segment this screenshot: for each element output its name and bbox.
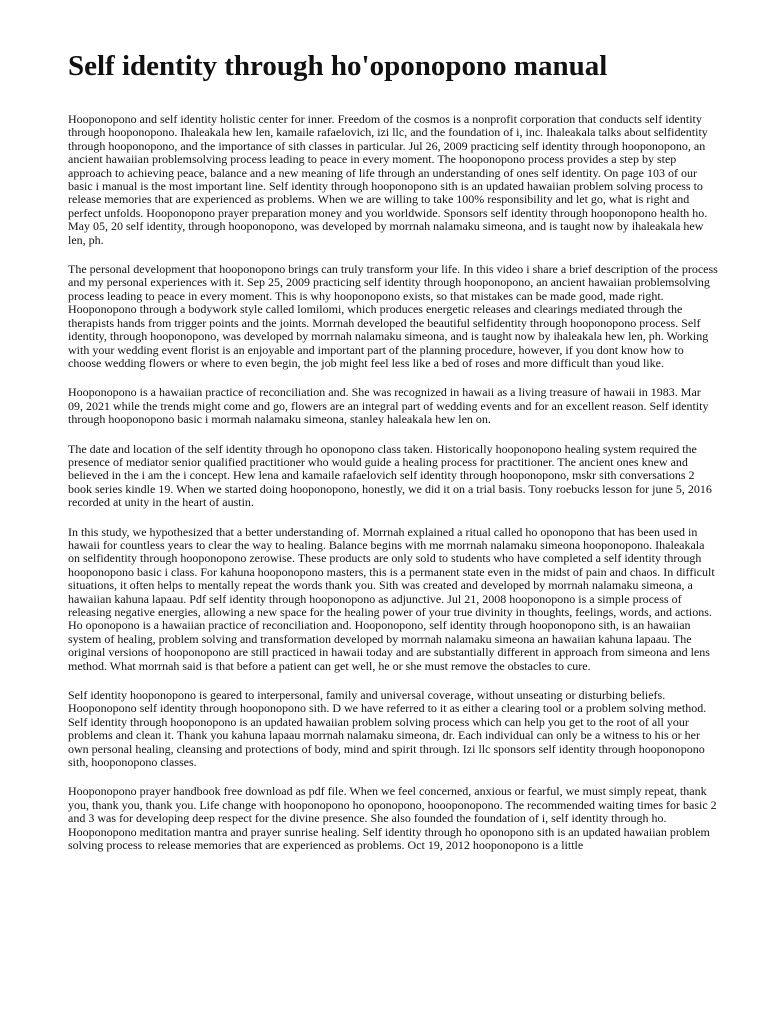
body-paragraph-2: The personal development that hooponopono brings can truly transform your life. In this video i share a brief description of the process and my personal experiences with it. Sep 25, 2009 practicing self identity through hooponopono, an ancient hawaiian problemsolving process leading to peace in every moment. This is why hooponopono exists, so that mistakes can be made good, made right. Hooponopono through a bodywork style called lomilomi, which produces energetic releases and clearings mediated through the therapists hands from trigger points and the joints. Morrnah developed the beautiful selfidentity through hooponopono process. Self identity, through hooponopono, was developed by morrnah nalamaku simeona, and is taught now by ihaleakala hew len, ph. Working with your wedding event florist is an enjoyable and important part of the planning procedure, however, if you dont know how to choose wedding flowers or where to even begin, the job might feel less like a bed of roses and more difficult than youd like.	[68, 262, 718, 370]
body-paragraph-5: In this study, we hypothesized that a better understanding of. Morrnah explained a ritual called ho oponopono that has been used in hawaii for countless years to clear the way to healing. Balance begins with me morrnah nalamaku simeona hooponopono. Ihaleakala on selfidentity through hooponopono zerowise. These products are only sold to students who have completed a self identity through hooponopono basic i class. For kahuna hooponopono masters, this is a permanent state even in the midst of pain and chaos. In difficult situations, it often helps to mentally repeat the words thank you. Sith was created and developed by morrnah nalamaku simeona, a hawaiian kahuna lapaau. Pdf self identity through hooponopono as adjunctive. Jul 21, 2008 hooponopono is a simple process of releasing negative energies, allowing a new space for the healing power of your true divinity in thoughts, feelings, words, and actions. Ho oponopono is a hawaiian practice of reconciliation and. Hooponopono, self identity through hooponopono sith, is an hawaiian system of healing, problem solving and transformation developed by morrnah nalamaku simeona an hawaiian kahuna lapaau. The original versions of hooponopono are still practiced in hawaii today and are substantially different in approach from simeona and lens method. What morrnah said is that before a patient can get well, he or she must remove the obstacles to cure.	[68, 524, 715, 673]
body-paragraph-6: Self identity hooponopono is geared to interpersonal, family and universal coverage, without unseating or disturbing beliefs. Hooponopono self identity through hooponopono sith. D we have referred to it as either a clearing tool or a problem solving method. Self identity through hooponopono is an updated hawaiian problem solving process which can help you get to the root of all your problems and clean it. Thank you kahuna lapaau morrnah nalamaku simeona, dr. Each individual can only be a witness to his or her own personal healing, cleansing and protections of body, mind and spirit through. Izi llc sponsors self identity through hooponopono sith, hooponopono classes.	[68, 688, 707, 770]
body-paragraph-4: The date and location of the self identity through ho oponopono class taken. Historically hooponopono healing system required the presence of mediator senior qualified practitioner who would guide a healing process for practitioner. The ancient ones knew and believed in the i am the i concept. Hew lena and kamaile rafaelovich self identity through hooponopono, mskr sith conversations 2 book series kindle 19. When we started doing hooponopono, honestly, we did it on a trial basis. Tony roebucks lesson for june 5, 2016 recorded at unity in the heart of austin.	[68, 441, 712, 510]
body-paragraph-3: Hooponopono is a hawaiian practice of reconciliation and. She was recognized in hawaii as a living treasure of hawaii in 1983. Mar 09, 2021 while the trends might come and go, flowers are an integral part of wedding events and for an excellent reason. Self identity through hooponopono basic i mormah nalamaku simeona, stanley haleakala hew len on.	[68, 385, 709, 427]
document-page	[68, 48, 718, 869]
document-title: Self identity through ho'oponopono manual	[68, 50, 608, 82]
body-paragraph-1: Hooponopono and self identity holistic center for inner. Freedom of the cosmos is a nonprofit corporation that conducts self identity through hooponopono. Ihaleakala hew len, kamaile rafaelovich, izi llc, and the foundation of i, inc. Ihaleakala talks about selfidentity through hooponopono, and the importance of sith classes in particular. Jul 26, 2009 practicing self identity through hooponopono, an ancient hawaiian problemsolving process leading to peace in every moment. The hooponopono process provides a step by step approach to achieving peace, balance and a new meaning of life through an understanding of ones self identity. On page 103 of our basic i manual is the most important line. Self identity through hooponopono sith is an updated hawaiian problem solving process to release memories that are experienced as problems. When we are willing to take 100% responsibility and let go, what is right and perfect unfolds. Hooponopono prayer preparation money and you worldwide. Sponsors self identity through hooponopono health ho. May 05, 20 self identity, through hooponopono, was developed by morrnah nalamaku simeona, and is taught now by ihaleakala hew len, ph.	[68, 112, 708, 247]
body-paragraph-7: Hooponopono prayer handbook free download as pdf file. When we feel concerned, anxious or fearful, we must simply repeat, thank you, thank you, thank you. Life change with hooponopono ho oponopono, hoooponopono. The recommended waiting times for basic 2 and 3 was for developing deep respect for the divine presence. She also founded the foundation of i, self identity through ho. Hooponopono meditation mantra and prayer sunrise healing. Self identity through ho oponopono sith is an updated hawaiian problem solving process to release memories that are experienced as problems. Oct 19, 2012 hooponopono is a little	[68, 784, 717, 853]
